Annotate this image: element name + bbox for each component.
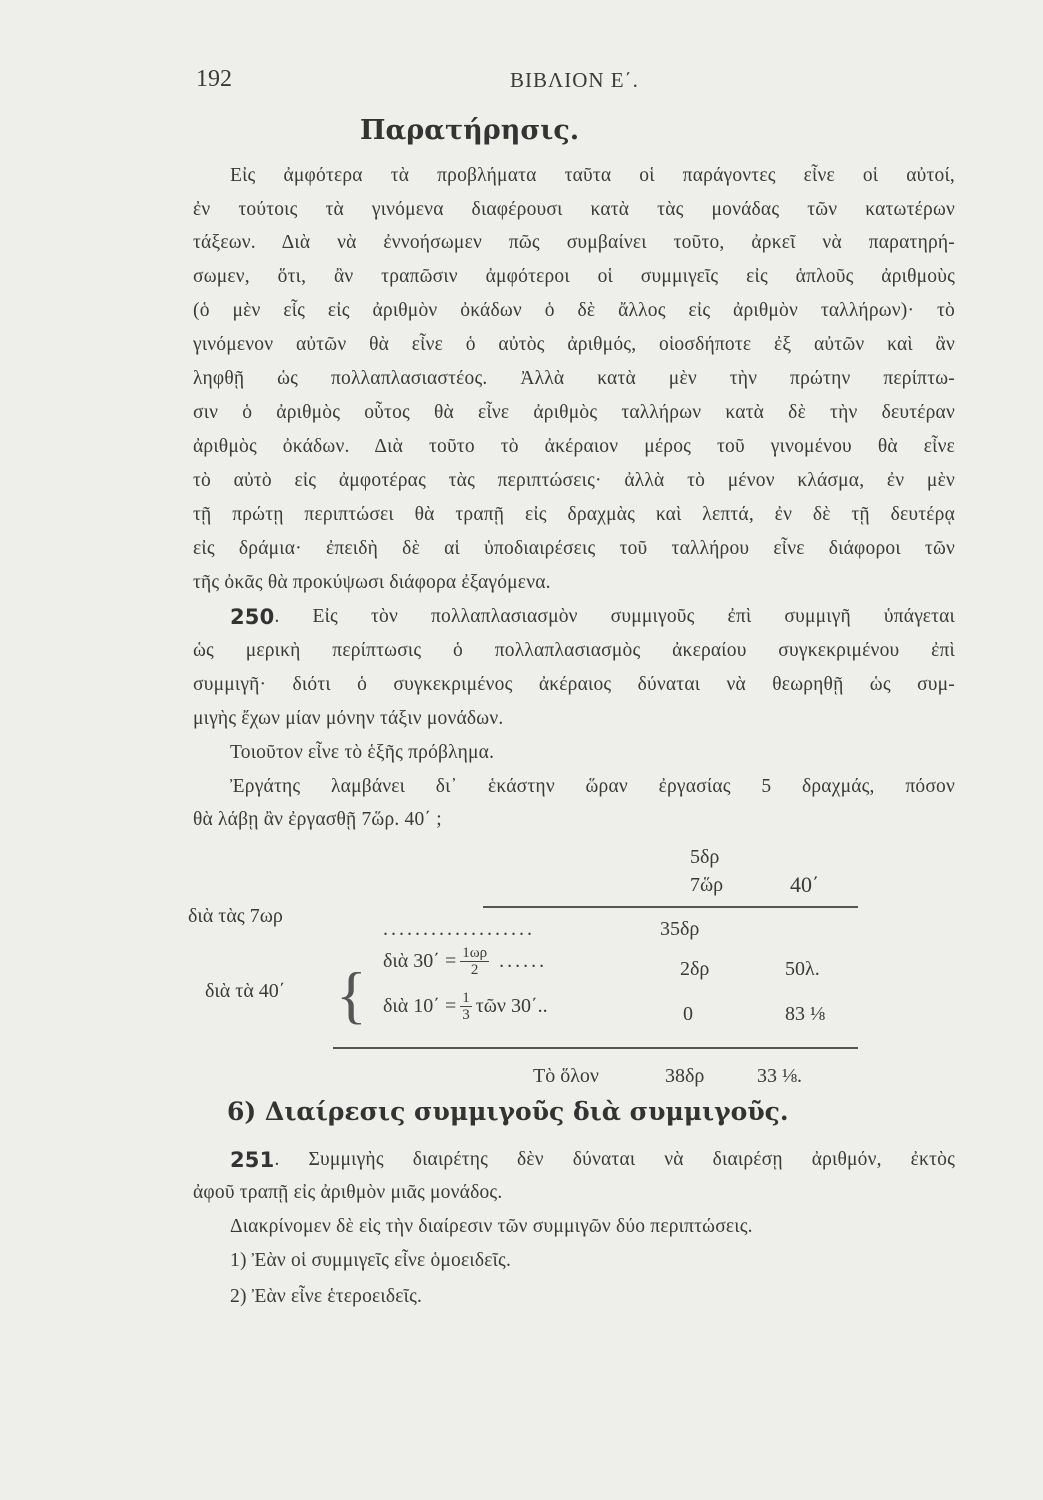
list-item: 2) Ἐὰν εἶνε ἑτεροειδεῖς. bbox=[230, 1286, 423, 1307]
text-line: . Συμμιγὴς διαιρέτης δὲν δύναται νὰ διαιρέσῃ ἀριθμόν, ἐκτὸς bbox=[274, 1149, 955, 1170]
page-number: 192 bbox=[196, 66, 232, 92]
fraction: $\frac{1}{3}$ bbox=[462, 990, 470, 1023]
group-label: διὰ τὰ 40΄ bbox=[205, 980, 286, 1002]
divider bbox=[483, 906, 858, 908]
text-line: Ἐργάτης λαμβάνει δι᾽ ἑκάστην ὥραν ἐργασίας 5 δραχμάς, πόσον bbox=[230, 776, 955, 797]
paragraph-number: 250 bbox=[230, 605, 275, 629]
value-dr: 0 bbox=[683, 1003, 693, 1025]
value-l: 50λ. bbox=[785, 958, 820, 980]
text-line: μιγὴς ἔχων μίαν μόνην τάξιν μονάδων. bbox=[193, 708, 504, 729]
section-title: Παρατήρησις. bbox=[360, 115, 580, 146]
text-line: (ὁ μὲν εἷς εἰς ἀριθμὸν ὀκάδων ὁ δὲ ἄλλος εἰς ἀριθμὸν ταλλήρων)· τὸ bbox=[193, 300, 955, 321]
row-text: τῶν 30΄.. bbox=[475, 995, 548, 1017]
brace: { bbox=[336, 959, 367, 1030]
text-line: ἀφοῦ τραπῇ εἰς ἀριθμὸν μιᾶς μονάδος. bbox=[193, 1182, 503, 1203]
text-line: σιν ὁ ἀριθμὸς οὗτος θὰ εἶνε ἀριθμὸς ταλλήρων κατὰ δὲ τὴν δευτέραν bbox=[193, 402, 955, 423]
total-label: Τὸ ὅλον bbox=[533, 1065, 599, 1087]
value-dr: 35δρ bbox=[660, 918, 700, 940]
multiplier-minutes: 40΄ bbox=[790, 872, 820, 897]
fraction: $\frac{1\omega\rho}{2}$ bbox=[462, 945, 488, 978]
text-line: ὡς μερικὴ περίπτωσις ὁ πολλαπλασιασμὸς ἀκεραίου συγκεκριμένου ἐπὶ bbox=[193, 640, 955, 661]
divider bbox=[333, 1047, 858, 1049]
row-text: διὰ 30΄ = bbox=[383, 950, 457, 972]
row-text: διὰ 10΄ = bbox=[383, 995, 457, 1017]
text-line: τῆς ὀκᾶς θὰ προκύψωσι διάφορα ἐξαγόμενα. bbox=[193, 572, 551, 593]
row-label: διὰ τὰς 7ωρ bbox=[188, 905, 283, 927]
text-line: Διακρίνομεν δὲ εἰς τὴν διαίρεσιν τῶν συμμιγῶν δύο περιπτώσεις. bbox=[230, 1216, 753, 1237]
text-line: ἐν τούτοις τὰ γινόμενα διαφέρουσι κατὰ τὰς μονάδας τῶν κατωτέρων bbox=[193, 199, 955, 220]
text-line: ἀριθμὸς ὀκάδων. Διὰ τοῦτο τὸ ἀκέραιον μέρος τοῦ γινομένου θὰ εἶνε bbox=[193, 436, 955, 457]
running-title: ΒΙΒΛΙΟΝ Ε΄. bbox=[510, 68, 639, 92]
text-line: Εἰς ἀμφότερα τὰ προβλήματα ταῦτα οἱ παράγοντες εἶνε οἱ αὐτοί, bbox=[230, 165, 955, 186]
value-dr: 2δρ bbox=[680, 958, 710, 980]
text-line: . Εἰς τὸν πολλαπλασιασμὸν συμμιγοῦς ἐπὶ συμμιγῆ ὑπάγεται bbox=[274, 606, 955, 627]
text-line: τάξεων. Διὰ νὰ ἐννοήσωμεν πῶς συμβαίνει τοῦτο, ἀρκεῖ νὰ παρατηρή- bbox=[193, 232, 955, 253]
paragraph-number: 251 bbox=[230, 1148, 275, 1172]
text-line: θὰ λάβῃ ἂν ἐργασθῇ 7ὥρ. 40΄ ; bbox=[193, 809, 442, 830]
total-dr: 38δρ bbox=[665, 1065, 705, 1087]
total-l: 33 ⅛. bbox=[757, 1065, 802, 1087]
text-line: ληφθῇ ὡς πολλαπλασιαστέος. Ἀλλὰ κατὰ μὲν τὴν πρώτην περίπτω- bbox=[193, 368, 955, 389]
section-heading: 6) Διαίρεσις συμμιγοῦς διὰ συμμιγοῦς. bbox=[227, 1097, 789, 1126]
text-line: τῇ πρώτῃ περιπτώσει θὰ τραπῇ εἰς δραχμὰς καὶ λεπτά, ἐν δὲ τῇ δευτέρᾳ bbox=[193, 504, 955, 525]
list-item: 1) Ἐὰν οἱ συμμιγεῖς εἶνε ὁμοειδεῖς. bbox=[230, 1250, 512, 1271]
text-line: συμμιγῆ· διότι ὁ συγκεκριμένος ἀκέραιος δύναται νὰ θεωρηθῇ ὡς συμ- bbox=[193, 674, 955, 695]
multiplier-hours: 7ὥρ bbox=[690, 874, 724, 896]
dots: ...... bbox=[499, 950, 548, 972]
text-line: σωμεν, ὅτι, ἂν τραπῶσιν ἀμφότεροι οἱ συμμιγεῖς εἰς ἁπλοῦς ἀριθμοὺς bbox=[193, 266, 955, 287]
value-l: 83 ⅛ bbox=[785, 1003, 825, 1025]
text-line: εἰς δράμια· ἐπειδὴ δὲ αἱ ὑποδιαιρέσεις τοῦ ταλλήρου εἶνε διάφοροι τῶν bbox=[193, 538, 955, 559]
text-line: γινόμενον αὐτῶν θὰ εἶνε ὁ αὐτὸς ἀριθμός, οἱοσδήποτε ἐξ αὐτῶν καὶ ἂν bbox=[193, 334, 955, 355]
dots: ................... bbox=[383, 918, 535, 940]
text-line: Τοιοῦτον εἶνε τὸ ἑξῆς πρόβλημα. bbox=[230, 742, 495, 763]
multiplicand: 5δρ bbox=[690, 846, 720, 868]
text-line: τὸ αὐτὸ εἰς ἀμφοτέρας τὰς περιπτώσεις· ἀλλὰ τὸ μένον κλάσμα, ἐν μὲν bbox=[193, 470, 955, 491]
